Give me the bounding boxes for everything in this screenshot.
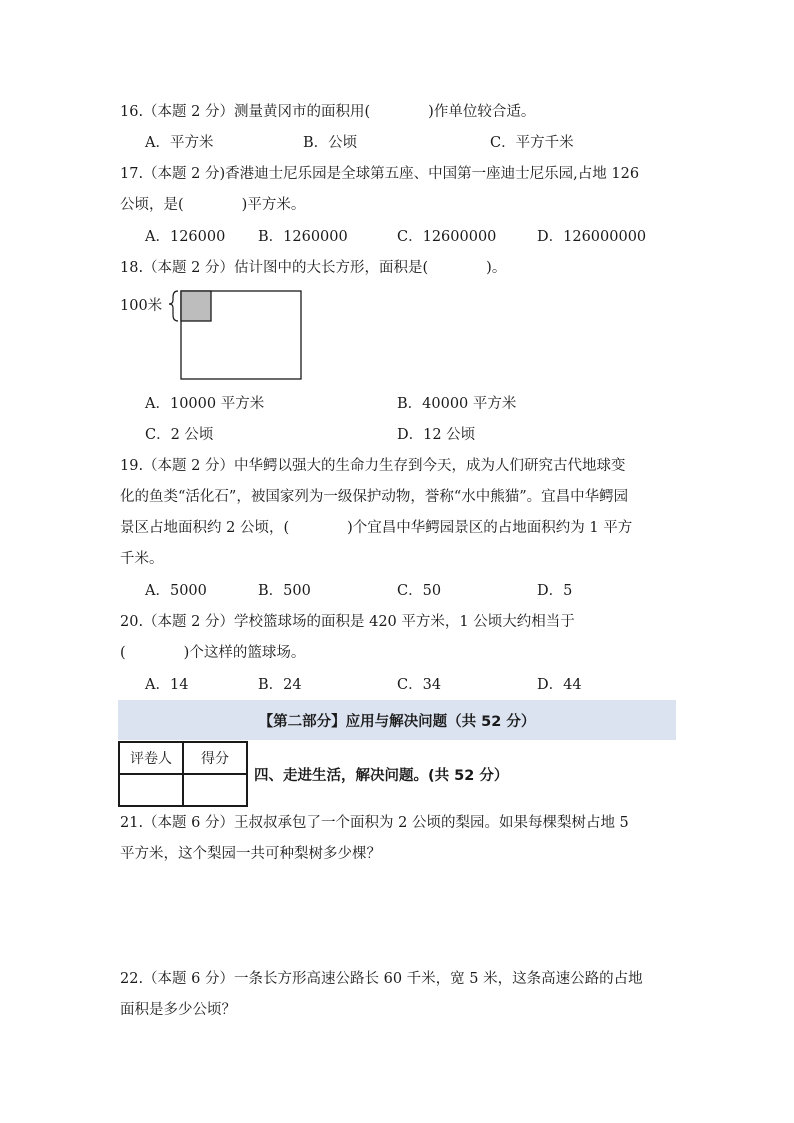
section-header-bar	[118, 700, 676, 740]
q17-option-a: A．126000	[145, 229, 226, 245]
rectangle-figure	[168, 287, 308, 383]
reviewer-cell[interactable]	[119, 774, 183, 806]
q16-option-a: A．平方米	[145, 135, 214, 151]
reviewer-header: 评卷人	[119, 742, 183, 774]
question-22-line-1: 22.（本题 6 分）一条长方形高速公路长 60 千米，宽 5 米，这条高速公路的占地	[120, 971, 643, 987]
q18-option-d: D．12 公顷	[397, 427, 476, 443]
q18-option-a: A．10000 平方米	[145, 396, 265, 412]
q19-option-d: D．5	[537, 583, 573, 599]
q20-option-c: C．34	[397, 677, 442, 693]
q19-option-c: C．50	[397, 583, 442, 599]
q20-option-a: A．14	[145, 677, 189, 693]
question-19-line-3: 景区占地面积约 2 公顷，( )个宜昌中华鳄园景区的占地面积约为 1 平方	[120, 520, 633, 536]
question-20-line-2: ( )个这样的篮球场。	[120, 645, 306, 661]
score-table	[118, 741, 248, 807]
question-17-line-2: 公顷，是( )平方米。	[120, 197, 306, 213]
q16-option-b: B．公顷	[303, 135, 358, 151]
q16-option-c: C．平方千米	[490, 135, 574, 151]
q17-option-c: C．12600000	[397, 229, 497, 245]
question-21-line-2: 平方米，这个梨园一共可种梨树多少棵？	[120, 846, 381, 862]
question-20-line-1: 20.（本题 2 分）学校篮球场的面积是 420 平方米，1 公顷大约相当于	[120, 614, 575, 630]
q19-option-b: B．500	[258, 583, 311, 599]
question-22-line-2: 面积是多少公顷？	[120, 1002, 236, 1018]
question-19-line-2: 化的鱼类“活化石”，被国家列为一级保护动物，誉称“水中熊猫”。宜昌中华鳄园	[120, 489, 629, 505]
answer-space-21[interactable]	[120, 872, 676, 962]
figure-side-label: 100米	[120, 298, 163, 314]
score-cell[interactable]	[183, 774, 247, 806]
answer-space-22[interactable]	[120, 1028, 676, 1108]
q18-option-c: C．2 公顷	[145, 427, 214, 443]
section-title: 【第二部分】应用与解决问题（共 52 分）	[258, 713, 536, 730]
part-heading: 四、走进生活，解决问题。(共 52 分）	[254, 768, 509, 784]
question-21-line-1: 21.（本题 6 分）王叔叔承包了一个面积为 2 公顷的梨园。如果每棵梨树占地 5	[120, 815, 629, 831]
question-17-line-1: 17.（本题 2 分)香港迪士尼乐园是全球第五座、中国第一座迪士尼乐园,占地 126	[120, 166, 640, 182]
question-19-line-4: 千米。	[120, 551, 164, 567]
question-18-text: 18.（本题 2 分）估计图中的大长方形，面积是( )。	[120, 260, 507, 276]
q18-option-b: B．40000 平方米	[397, 396, 517, 412]
q20-option-d: D．44	[537, 677, 582, 693]
small-shaded-square	[181, 291, 211, 321]
question-16-text: 16.（本题 2 分）测量黄冈市的面积用( )作单位较合适。	[120, 104, 536, 120]
brace-icon	[169, 291, 178, 321]
q20-option-b: B．24	[258, 677, 302, 693]
q17-option-d: D．126000000	[537, 229, 647, 245]
q19-option-a: A．5000	[145, 583, 207, 599]
score-header: 得分	[183, 742, 247, 774]
question-19-line-1: 19.（本题 2 分）中华鳄以强大的生命力生存到今天，成为人们研究古代地球变	[120, 458, 626, 474]
q17-option-b: B．1260000	[258, 229, 348, 245]
